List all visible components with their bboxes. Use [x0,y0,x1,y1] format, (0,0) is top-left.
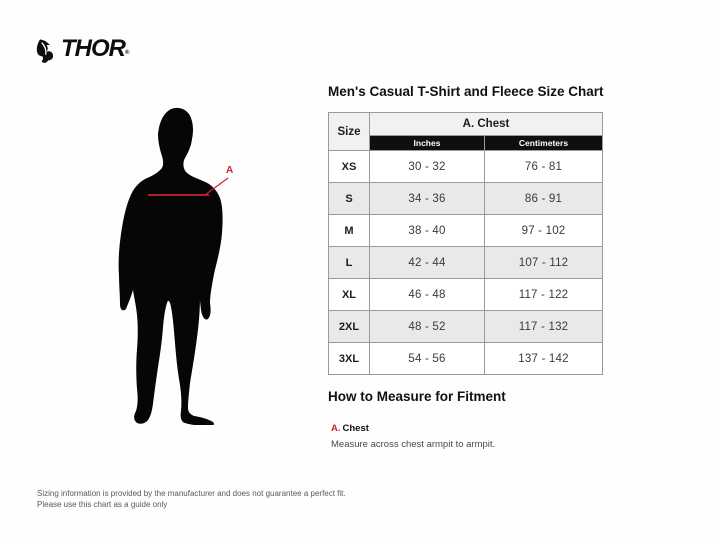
table-row [329,151,603,183]
centimeters-value: 97 - 102 [485,215,603,247]
table-row [329,279,603,311]
inches-value: 34 - 36 [370,183,485,215]
centimeters-value: 117 - 132 [485,311,603,343]
table-row [329,311,603,343]
size-chart-table [328,112,603,375]
size-label: L [329,247,370,279]
size-chart-title: Men's Casual T-Shirt and Fleece Size Chart [328,84,604,99]
thor-wordmark [61,36,128,66]
inches-value: 54 - 56 [370,343,485,375]
inches-value: 30 - 32 [370,151,485,183]
column-header-inches: Inches [370,136,485,151]
measurement-item-chest [331,418,608,450]
size-label: XL [329,279,370,311]
size-label: M [329,215,370,247]
centimeters-value: 107 - 112 [485,247,603,279]
disclaimer-line-1: Sizing information is provided by the manufacturer and does not guarantee a perfect fit. [37,489,346,498]
measurement-letter: A. [331,423,341,434]
measurement-description: Measure across chest armpit to armpit. [331,439,496,450]
inches-value: 42 - 44 [370,247,485,279]
table-row [329,215,603,247]
centimeters-value: 137 - 142 [485,343,603,375]
standing-male-silhouette [95,105,295,425]
size-label: 2XL [329,311,370,343]
disclaimer-line-2: Please use this chart as a guide only [37,500,168,509]
inches-value: 48 - 52 [370,311,485,343]
measurement-guide [328,389,608,450]
registered-trademark: ® [125,50,129,56]
chest-marker-label: A [226,165,234,176]
table-unit-header-row [329,136,603,151]
thor-logo [36,36,128,66]
column-header-size: Size [329,113,370,151]
size-label: S [329,183,370,215]
centimeters-value: 76 - 81 [485,151,603,183]
inches-value: 38 - 40 [370,215,485,247]
column-header-centimeters: Centimeters [485,136,603,151]
thor-wordmark-text: THOR [61,35,125,62]
measurement-guide-heading: How to Measure for Fitment [328,389,506,404]
centimeters-value: 117 - 122 [485,279,603,311]
table-row [329,183,603,215]
column-header-chest: A. Chest [370,113,603,136]
table-row [329,247,603,279]
table-header-row [329,113,603,136]
sizing-disclaimer [37,488,346,510]
size-label: 3XL [329,343,370,375]
inches-value: 46 - 48 [370,279,485,311]
thor-goat-head-icon [36,38,57,65]
table-row [329,343,603,375]
centimeters-value: 86 - 91 [485,183,603,215]
size-label: XS [329,151,370,183]
measurement-name: Chest [342,423,369,434]
